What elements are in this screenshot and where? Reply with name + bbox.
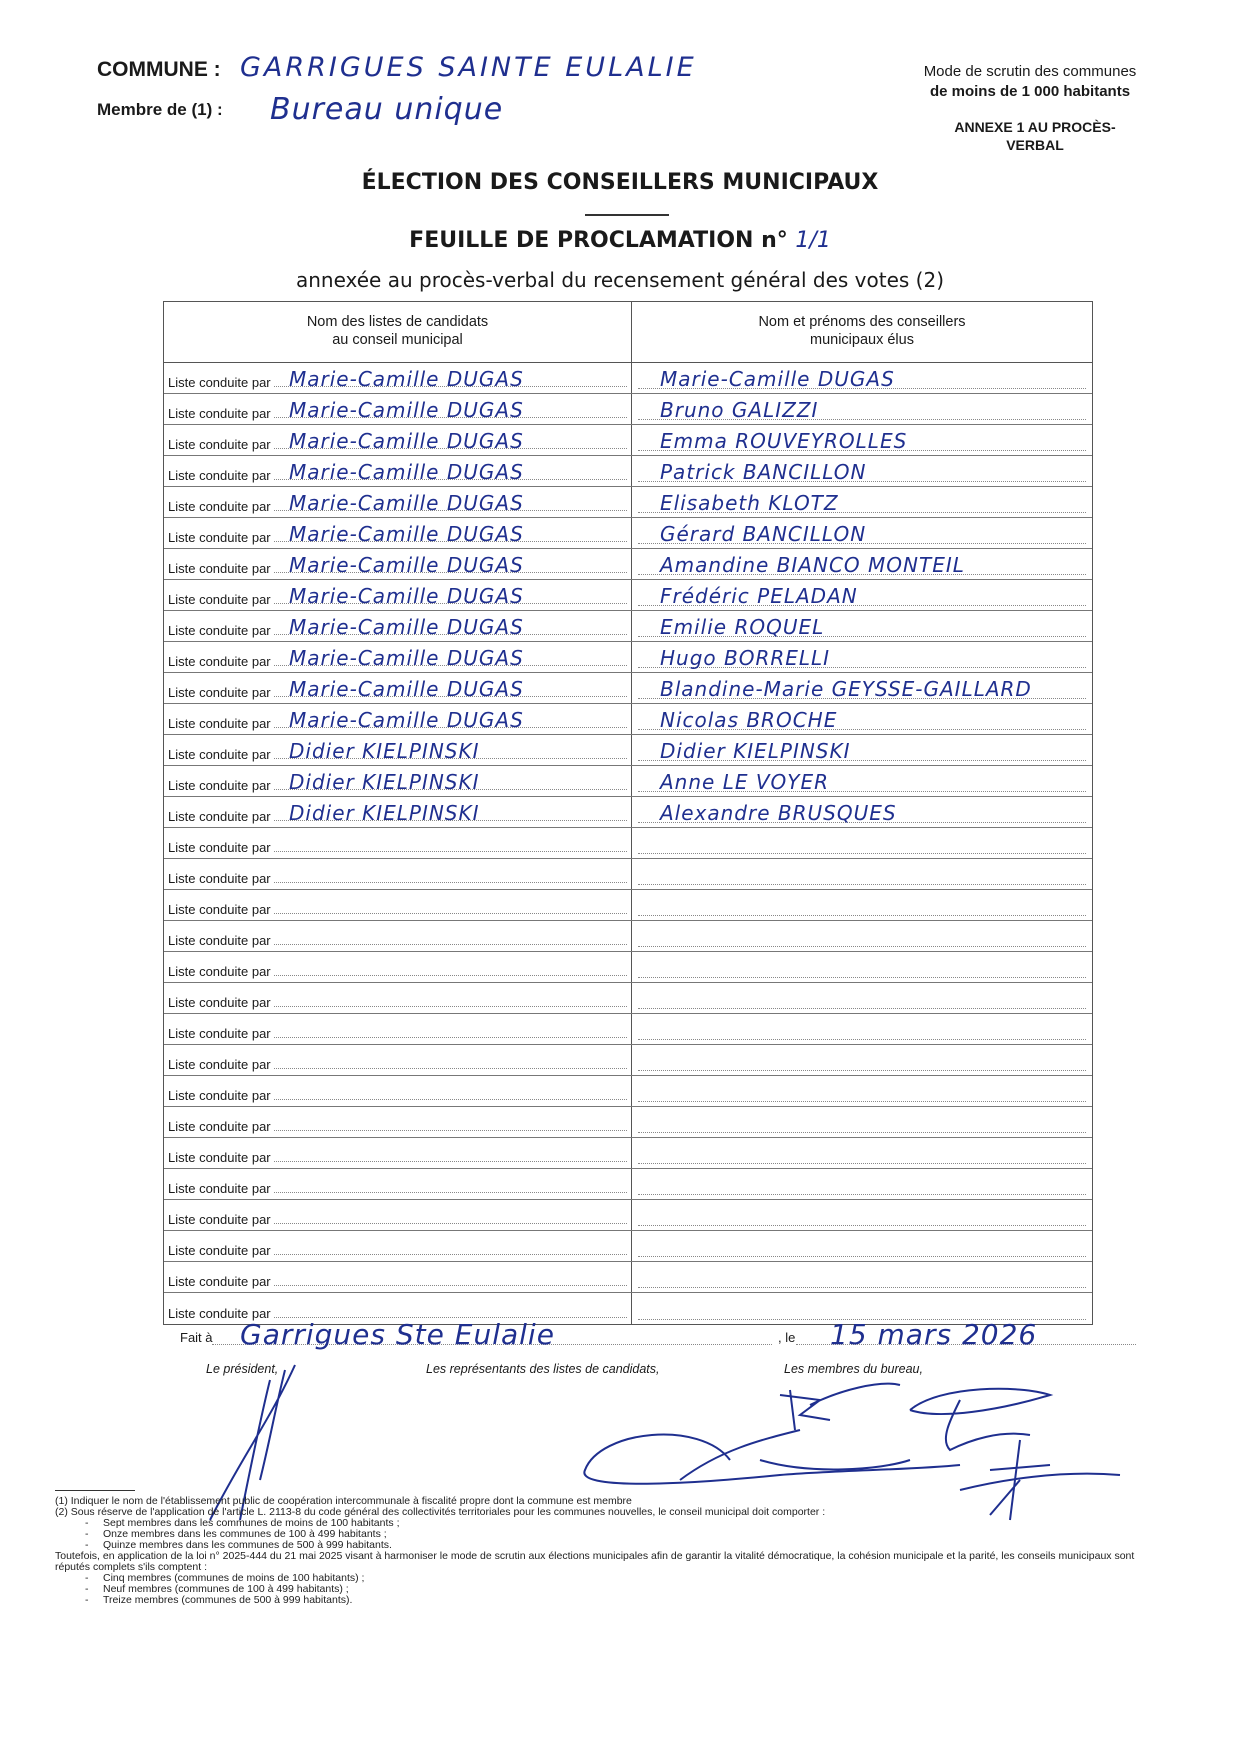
elu-cell[interactable] bbox=[632, 1107, 1092, 1137]
elu-name-value: Marie-Camille DUGAS bbox=[660, 367, 895, 391]
sheet-number-field[interactable]: 1/1 bbox=[795, 228, 831, 253]
elu-name-value: Emma ROUVEYROLLES bbox=[660, 429, 908, 453]
elu-name-value: Anne LE VOYER bbox=[660, 770, 830, 794]
proclamation-title bbox=[0, 228, 1240, 253]
fait-a-field[interactable]: Garrigues Ste Eulalie bbox=[240, 1318, 555, 1351]
table-row bbox=[164, 673, 1092, 704]
liste-tete-value: Marie-Camille DUGAS bbox=[289, 398, 524, 422]
liste-cell[interactable] bbox=[164, 1076, 632, 1106]
dotted-line bbox=[638, 884, 1086, 885]
elu-cell[interactable] bbox=[632, 518, 1092, 548]
dotted-line bbox=[638, 1008, 1086, 1009]
table-row bbox=[164, 425, 1092, 456]
membre-label: Membre de (1) : bbox=[97, 100, 223, 119]
elu-cell[interactable] bbox=[632, 549, 1092, 579]
dotted-line bbox=[274, 1222, 627, 1224]
liste-conduite-label: Liste conduite par bbox=[168, 406, 271, 421]
elu-cell[interactable] bbox=[632, 456, 1092, 486]
dotted-line bbox=[274, 974, 627, 976]
liste-tete-value: Marie-Camille DUGAS bbox=[289, 708, 524, 732]
footnote-2-item: - Quinze membres dans les communes de 500 à 999 habitants. bbox=[55, 1540, 1165, 1551]
president-label: Le président, bbox=[206, 1362, 279, 1376]
table-row bbox=[164, 797, 1092, 828]
footnote-divider bbox=[55, 1490, 135, 1491]
annexe-label bbox=[930, 118, 1140, 154]
liste-cell[interactable] bbox=[164, 983, 632, 1013]
dotted-line bbox=[274, 1036, 627, 1038]
elu-cell[interactable] bbox=[632, 921, 1092, 951]
liste-conduite-label: Liste conduite par bbox=[168, 1026, 271, 1041]
elu-cell[interactable] bbox=[632, 828, 1092, 858]
dotted-line bbox=[274, 912, 627, 914]
dotted-line bbox=[274, 1098, 627, 1100]
liste-conduite-label: Liste conduite par bbox=[168, 1212, 271, 1227]
liste-cell[interactable] bbox=[164, 487, 632, 517]
elu-cell[interactable] bbox=[632, 487, 1092, 517]
liste-conduite-label: Liste conduite par bbox=[168, 530, 271, 545]
liste-conduite-label: Liste conduite par bbox=[168, 840, 271, 855]
elu-cell[interactable] bbox=[632, 983, 1092, 1013]
liste-tete-value: Marie-Camille DUGAS bbox=[289, 584, 524, 608]
elu-name-value: Amandine BIANCO MONTEIL bbox=[660, 553, 965, 577]
table-row bbox=[164, 394, 1092, 425]
elu-name-value: Blandine-Marie GEYSSE-GAILLARD bbox=[660, 677, 1032, 701]
dotted-line bbox=[274, 1067, 627, 1069]
elu-cell[interactable] bbox=[632, 1076, 1092, 1106]
elu-name-value: Patrick BANCILLON bbox=[660, 460, 867, 484]
liste-tete-value: Didier KIELPINSKI bbox=[289, 801, 480, 825]
footnote-2-item: - Onze membres dans les communes de 100 à 499 habitants ; bbox=[55, 1529, 1165, 1540]
liste-conduite-label: Liste conduite par bbox=[168, 933, 271, 948]
table-row bbox=[164, 1076, 1092, 1107]
footnotes bbox=[55, 1496, 1165, 1606]
dotted-line bbox=[274, 850, 627, 852]
table-row bbox=[164, 487, 1092, 518]
elu-cell[interactable] bbox=[632, 394, 1092, 424]
table-row bbox=[164, 1200, 1092, 1231]
table-row bbox=[164, 921, 1092, 952]
elu-cell[interactable] bbox=[632, 1014, 1092, 1044]
elu-name-value: Emilie ROQUEL bbox=[660, 615, 825, 639]
dotted-line bbox=[638, 1163, 1086, 1164]
liste-conduite-label: Liste conduite par bbox=[168, 809, 271, 824]
elu-cell[interactable] bbox=[632, 363, 1092, 393]
liste-cell[interactable] bbox=[164, 1138, 632, 1168]
liste-conduite-label: Liste conduite par bbox=[168, 592, 271, 607]
liste-cell[interactable] bbox=[164, 1169, 632, 1199]
liste-cell[interactable] bbox=[164, 518, 632, 548]
liste-conduite-label: Liste conduite par bbox=[168, 468, 271, 483]
liste-cell[interactable] bbox=[164, 1200, 632, 1230]
liste-cell[interactable] bbox=[164, 363, 632, 393]
elu-name-value: Elisabeth KLOTZ bbox=[660, 491, 839, 515]
liste-cell[interactable] bbox=[164, 952, 632, 982]
fait-label: Fait à bbox=[180, 1330, 213, 1345]
liste-conduite-label: Liste conduite par bbox=[168, 871, 271, 886]
liste-cell[interactable] bbox=[164, 1014, 632, 1044]
elu-cell[interactable] bbox=[632, 1262, 1092, 1292]
table-row bbox=[164, 642, 1092, 673]
elu-cell[interactable] bbox=[632, 642, 1092, 672]
liste-conduite-label: Liste conduite par bbox=[168, 654, 271, 669]
elu-name-value: Bruno GALIZZI bbox=[660, 398, 819, 422]
dotted-line bbox=[638, 1039, 1086, 1040]
liste-tete-value: Marie-Camille DUGAS bbox=[289, 677, 524, 701]
dotted-line bbox=[638, 1194, 1086, 1195]
elu-cell[interactable] bbox=[632, 580, 1092, 610]
dotted-line bbox=[274, 1191, 627, 1193]
dotted-line bbox=[274, 1160, 627, 1162]
title-divider bbox=[585, 214, 669, 216]
footnote-2: (2) Sous réserve de l'application de l'article L. 2113-8 du code général des collectivités territoriales pour les communes nouvelles, le conseil municipal doit comporter : bbox=[55, 1506, 826, 1518]
date-label: , le bbox=[778, 1330, 796, 1345]
footnote-2-item: - Sept membres dans les communes de moins de 100 habitants ; bbox=[55, 1518, 1165, 1529]
column-header-line: Nom des listes de candidats bbox=[306, 314, 489, 330]
footnote-1: (1) Indiquer le nom de l'établissement public de coopération intercommunale à fiscalité propre dont la commune est membre bbox=[55, 1495, 632, 1507]
liste-conduite-label: Liste conduite par bbox=[168, 1306, 271, 1321]
liste-conduite-label: Liste conduite par bbox=[168, 1119, 271, 1134]
annexe-line-1: ANNEXE 1 AU PROCÈS- bbox=[954, 119, 1116, 135]
liste-tete-value: Marie-Camille DUGAS bbox=[289, 460, 524, 484]
table-row bbox=[164, 1231, 1092, 1262]
table-row bbox=[164, 363, 1092, 394]
proclamation-prefix: FEUILLE DE PROCLAMATION n° bbox=[409, 228, 788, 253]
liste-cell[interactable] bbox=[164, 828, 632, 858]
liste-conduite-label: Liste conduite par bbox=[168, 1150, 271, 1165]
table-row bbox=[164, 890, 1092, 921]
liste-cell[interactable] bbox=[164, 611, 632, 641]
table-row bbox=[164, 859, 1092, 890]
liste-cell[interactable] bbox=[164, 1231, 632, 1261]
elu-cell[interactable] bbox=[632, 425, 1092, 455]
elu-cell[interactable] bbox=[632, 890, 1092, 920]
column-header-line: Nom et prénoms des conseillers bbox=[758, 314, 966, 330]
liste-tete-value: Marie-Camille DUGAS bbox=[289, 646, 524, 670]
liste-conduite-label: Liste conduite par bbox=[168, 716, 271, 731]
liste-conduite-label: Liste conduite par bbox=[168, 623, 271, 638]
table-row bbox=[164, 456, 1092, 487]
dotted-line bbox=[274, 943, 627, 945]
elu-cell[interactable] bbox=[632, 1045, 1092, 1075]
liste-conduite-label: Liste conduite par bbox=[168, 499, 271, 514]
liste-tete-value: Marie-Camille DUGAS bbox=[289, 491, 524, 515]
liste-cell[interactable] bbox=[164, 456, 632, 486]
liste-cell[interactable] bbox=[164, 549, 632, 579]
column-header-line: au conseil municipal bbox=[332, 332, 463, 348]
column-header-line: municipaux élus bbox=[810, 332, 914, 348]
liste-conduite-label: Liste conduite par bbox=[168, 995, 271, 1010]
dotted-line bbox=[274, 881, 627, 883]
column-header-listes bbox=[164, 302, 632, 362]
liste-conduite-label: Liste conduite par bbox=[168, 561, 271, 576]
liste-cell[interactable] bbox=[164, 890, 632, 920]
commune-field[interactable]: GARRIGUES SAINTE EULALIE bbox=[240, 52, 697, 83]
dotted-line bbox=[274, 1005, 627, 1007]
liste-conduite-label: Liste conduite par bbox=[168, 747, 271, 762]
liste-cell[interactable] bbox=[164, 704, 632, 734]
elu-cell[interactable] bbox=[632, 1138, 1092, 1168]
table-row bbox=[164, 611, 1092, 642]
page-title: ÉLECTION DES CONSEILLERS MUNICIPAUX bbox=[361, 170, 879, 195]
elu-cell[interactable] bbox=[632, 704, 1092, 734]
dotted-line bbox=[638, 946, 1086, 947]
footnote-toutefois-item: - Cinq membres (communes de moins de 100 habitants) ; bbox=[55, 1573, 1165, 1584]
elu-cell[interactable] bbox=[632, 1169, 1092, 1199]
liste-cell[interactable] bbox=[164, 394, 632, 424]
elu-name-value: Didier KIELPINSKI bbox=[660, 739, 851, 763]
table-row bbox=[164, 1169, 1092, 1200]
footnote-toutefois: Toutefois, en application de la loi n° 2025-444 du 21 mai 2025 visant à harmoniser le mode de scrutin aux élections municipales afin de garantir la vitalité démocratique, la cohésion municipale et la parité, les conseils municipaux sont réputés complets s'ils comptent : bbox=[55, 1550, 1135, 1573]
liste-conduite-label: Liste conduite par bbox=[168, 1057, 271, 1072]
liste-tete-value: Marie-Camille DUGAS bbox=[289, 367, 524, 391]
table-row bbox=[164, 549, 1092, 580]
elu-cell[interactable] bbox=[632, 952, 1092, 982]
liste-tete-value: Didier KIELPINSKI bbox=[289, 770, 480, 794]
liste-cell[interactable] bbox=[164, 580, 632, 610]
table-row bbox=[164, 704, 1092, 735]
mode-line-1: Mode de scrutin des communes bbox=[923, 63, 1137, 80]
dotted-line bbox=[274, 1129, 627, 1131]
liste-cell[interactable] bbox=[164, 735, 632, 765]
dotted-line bbox=[638, 977, 1086, 978]
liste-cell[interactable] bbox=[164, 1045, 632, 1075]
elu-cell[interactable] bbox=[632, 673, 1092, 703]
liste-cell[interactable] bbox=[164, 859, 632, 889]
table-row bbox=[164, 1262, 1092, 1293]
table-row bbox=[164, 518, 1092, 549]
table-row bbox=[164, 1138, 1092, 1169]
liste-tete-value: Marie-Camille DUGAS bbox=[289, 553, 524, 577]
liste-conduite-label: Liste conduite par bbox=[168, 778, 271, 793]
liste-conduite-label: Liste conduite par bbox=[168, 1088, 271, 1103]
table-row bbox=[164, 1045, 1092, 1076]
mode-line-2: de moins de 1 000 habitants bbox=[929, 83, 1131, 100]
dotted-line bbox=[274, 1284, 627, 1286]
liste-cell[interactable] bbox=[164, 797, 632, 827]
liste-conduite-label: Liste conduite par bbox=[168, 1181, 271, 1196]
commune-label: COMMUNE : bbox=[97, 58, 221, 81]
liste-cell[interactable] bbox=[164, 766, 632, 796]
liste-cell[interactable] bbox=[164, 425, 632, 455]
liste-conduite-label: Liste conduite par bbox=[168, 1243, 271, 1258]
elu-cell[interactable] bbox=[632, 797, 1092, 827]
table-row bbox=[164, 735, 1092, 766]
dotted-line bbox=[274, 1253, 627, 1255]
liste-conduite-label: Liste conduite par bbox=[168, 685, 271, 700]
elu-cell[interactable] bbox=[632, 1231, 1092, 1261]
mode-scrutin bbox=[900, 62, 1160, 102]
annexee-subtitle: annexée au procès-verbal du recensement général des votes (2) bbox=[295, 268, 945, 292]
representants-label: Les représentants des listes de candidats, bbox=[426, 1362, 660, 1376]
table-row bbox=[164, 580, 1092, 611]
membre-field[interactable]: Bureau unique bbox=[270, 92, 504, 127]
table-row bbox=[164, 1107, 1092, 1138]
dotted-line bbox=[638, 1256, 1086, 1257]
dotted-line bbox=[638, 915, 1086, 916]
dotted-line bbox=[638, 1225, 1086, 1226]
dotted-line bbox=[638, 1132, 1086, 1133]
elu-cell[interactable] bbox=[632, 611, 1092, 641]
footnote-toutefois-item: - Treize membres (communes de 500 à 999 habitants). bbox=[55, 1595, 1165, 1606]
liste-conduite-label: Liste conduite par bbox=[168, 1274, 271, 1289]
liste-cell[interactable] bbox=[164, 921, 632, 951]
liste-cell[interactable] bbox=[164, 642, 632, 672]
table-row bbox=[164, 766, 1092, 797]
elu-name-value: Hugo BORRELLI bbox=[660, 646, 831, 670]
elu-cell[interactable] bbox=[632, 735, 1092, 765]
dotted-line bbox=[638, 853, 1086, 854]
liste-conduite-label: Liste conduite par bbox=[168, 964, 271, 979]
annexe-line-2: VERBAL bbox=[1006, 137, 1064, 153]
liste-tete-value: Marie-Camille DUGAS bbox=[289, 429, 524, 453]
liste-cell[interactable] bbox=[164, 1262, 632, 1292]
dotted-line bbox=[638, 1070, 1086, 1071]
date-field[interactable]: 15 mars 2026 bbox=[830, 1318, 1038, 1351]
footnote-toutefois-item: - Neuf membres (communes de 100 à 499 habitants) ; bbox=[55, 1584, 1165, 1595]
elu-name-value: Alexandre BRUSQUES bbox=[660, 801, 897, 825]
table-row bbox=[164, 952, 1092, 983]
table-row bbox=[164, 828, 1092, 859]
liste-conduite-label: Liste conduite par bbox=[168, 902, 271, 917]
liste-conduite-label: Liste conduite par bbox=[168, 437, 271, 452]
table-row bbox=[164, 983, 1092, 1014]
liste-tete-value: Marie-Camille DUGAS bbox=[289, 522, 524, 546]
table-header bbox=[164, 302, 1092, 363]
dotted-line bbox=[638, 1287, 1086, 1288]
liste-tete-value: Marie-Camille DUGAS bbox=[289, 615, 524, 639]
liste-tete-value: Didier KIELPINSKI bbox=[289, 739, 480, 763]
proclamation-table bbox=[163, 301, 1093, 1325]
membres-label: Les membres du bureau, bbox=[784, 1362, 923, 1376]
elu-cell[interactable] bbox=[632, 1200, 1092, 1230]
elu-name-value: Nicolas BROCHE bbox=[660, 708, 838, 732]
liste-cell[interactable] bbox=[164, 1107, 632, 1137]
dotted-line bbox=[638, 1101, 1086, 1102]
table-row bbox=[164, 1014, 1092, 1045]
elu-cell[interactable] bbox=[632, 766, 1092, 796]
table-body bbox=[164, 363, 1092, 1324]
liste-conduite-label: Liste conduite par bbox=[168, 375, 271, 390]
column-header-elus bbox=[632, 302, 1092, 362]
elu-cell[interactable] bbox=[632, 859, 1092, 889]
liste-cell[interactable] bbox=[164, 673, 632, 703]
elu-name-value: Gérard BANCILLON bbox=[660, 522, 867, 546]
elu-name-value: Frédéric PELADAN bbox=[660, 584, 858, 608]
